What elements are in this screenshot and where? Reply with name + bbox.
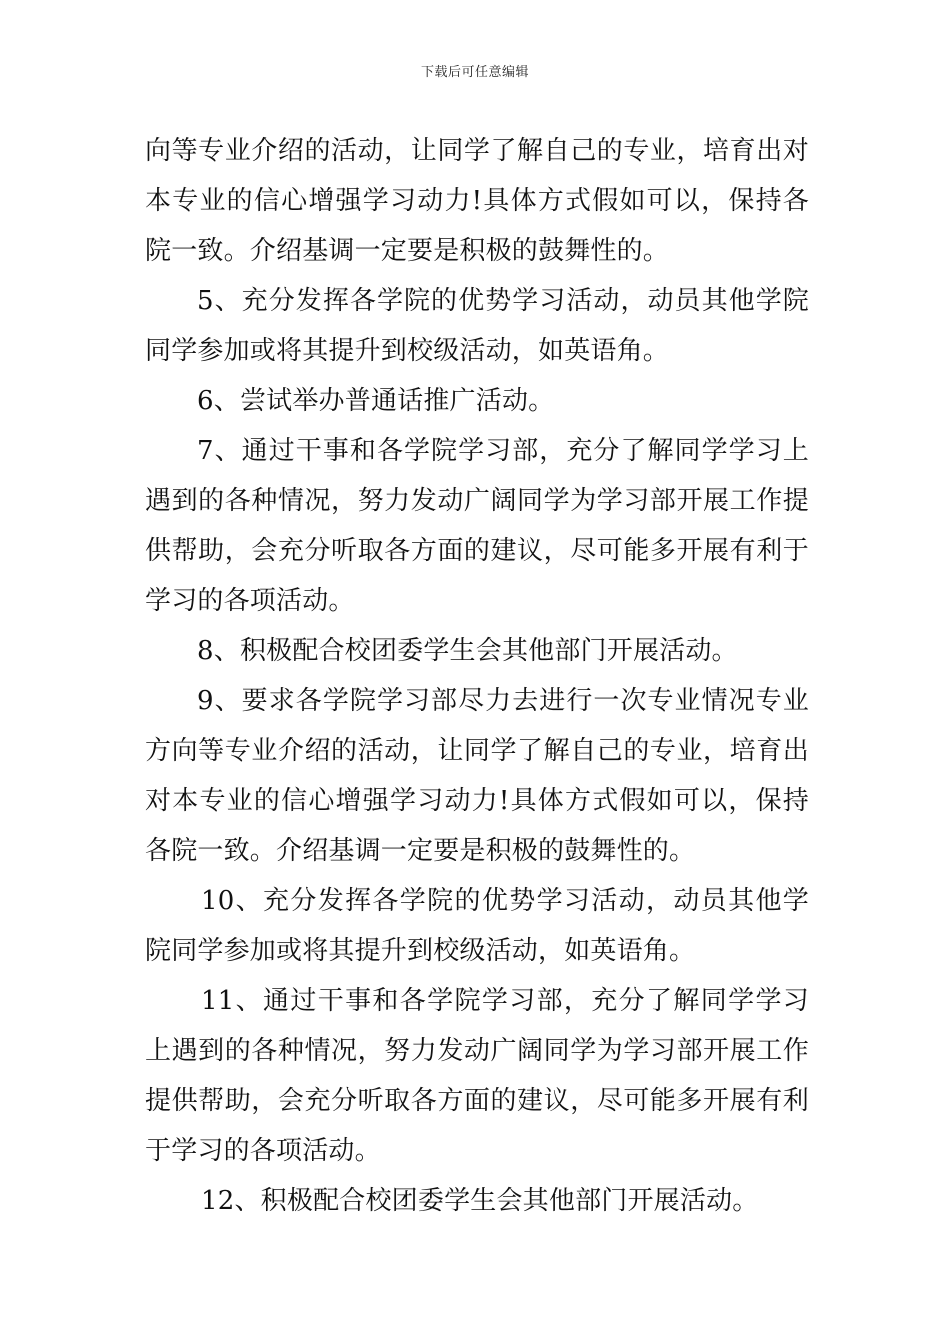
paragraph-item-9: 9、要求各学院学习部尽力去进行一次专业情况专业方向等专业介绍的活动，让同学了解自己的专业，培育出对本专业的信心增强学习动力!具体方式假如可以，保持各院一致。介绍基调一定要是积极的鼓舞性的。 <box>145 686 809 866</box>
paragraph-item-7: 7、通过干事和各学院学习部，充分了解同学学习上遇到的各种情况，努力发动广阔同学为学习部开展工作提供帮助，会充分听取各方面的建议，尽可能多开展有利于学习的各项活动。 <box>145 436 809 616</box>
paragraph-item-6: 6、尝试举办普通话推广活动。 <box>197 386 555 416</box>
paragraph-item-12: 12、积极配合校团委学生会其他部门开展活动。 <box>201 1186 759 1216</box>
paragraph-item-8: 8、积极配合校团委学生会其他部门开展活动。 <box>197 636 738 666</box>
paragraph-item-10: 10、充分发挥各学院的优势学习活动，动员其他学院同学参加或将其提升到校级活动，如英语角。 <box>145 886 809 966</box>
paragraph-item-11: 11、通过干事和各学院学习部，充分了解同学学习上遇到的各种情况，努力发动广阔同学为学习部开展工作提供帮助，会充分听取各方面的建议，尽可能多开展有利于学习的各项活动。 <box>145 986 809 1166</box>
paragraph-continuation: 向等专业介绍的活动，让同学了解自己的专业，培育出对本专业的信心增强学习动力!具体方式假如可以，保持各院一致。介绍基调一定要是积极的鼓舞性的。 <box>145 136 809 266</box>
page-header: 下载后可任意编辑 <box>420 65 529 80</box>
paragraph-item-5: 5、充分发挥各学院的优势学习活动，动员其他学院同学参加或将其提升到校级活动，如英语角。 <box>145 286 809 366</box>
document-body <box>145 126 809 1226</box>
